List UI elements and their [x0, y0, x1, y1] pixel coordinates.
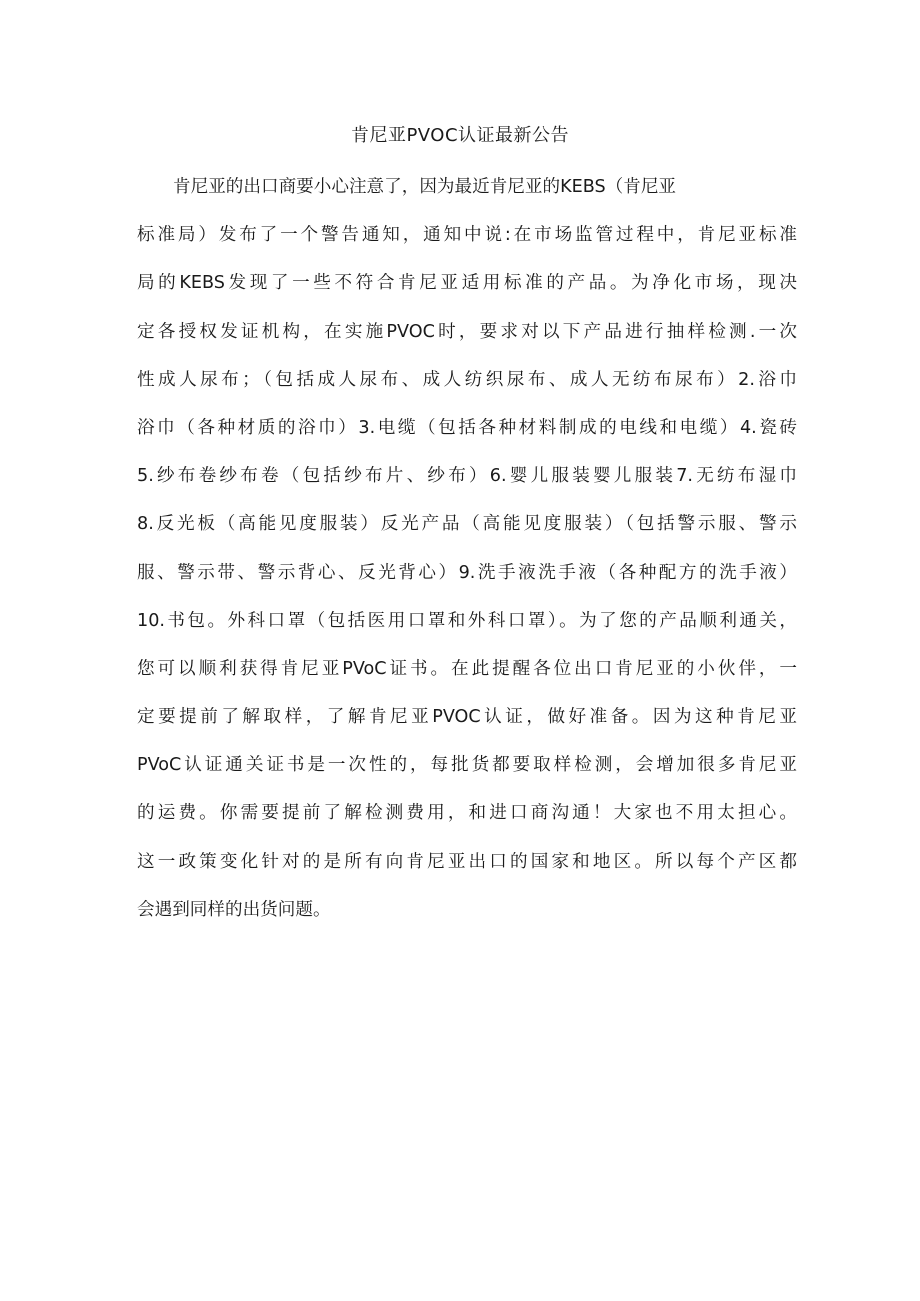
- body-line: 8.反光板（高能见度服装）反光产品（高能见度服装）（包括警示服、警示: [137, 514, 797, 535]
- body-line: 您可以顺利获得肯尼亚PVoC证书。在此提醒各位出口肯尼亚的小伙伴，一: [137, 658, 797, 679]
- body-line: 的运费。你需要提前了解检测费用，和进口商沟通！大家也不用太担心。: [137, 803, 797, 824]
- body-line: 定要提前了解取样，了解肯尼亚PVOC认证，做好准备。因为这种肯尼亚: [137, 707, 797, 728]
- body-line: 5.纱布卷纱布卷（包括纱布片、纱布）6.婴儿服装婴儿服装7.无纺布湿巾: [137, 466, 797, 487]
- body-line: 定各授权发证机构，在实施PVOC时，要求对以下产品进行抽样检测.一次: [137, 321, 797, 342]
- body-line: 这一政策变化针对的是所有向肯尼亚出口的国家和地区。所以每个产区都: [137, 851, 797, 872]
- document-body: [137, 167, 797, 938]
- body-line: 局的KEBS发现了一些不符合肯尼亚适用标准的产品。为净化市场，现决: [137, 273, 797, 294]
- document-title: 肯尼亚PVOC认证最新公告: [350, 125, 570, 146]
- body-line: 浴巾（各种材质的浴巾）3.电缆（包括各种材料制成的电线和电缆）4.瓷砖: [137, 417, 797, 438]
- body-line: 会遇到同样的出货问题。: [137, 899, 331, 920]
- body-line: 肯尼亚的出口商要小心注意了，因为最近肯尼亚的KEBS（肯尼亚: [173, 177, 677, 197]
- body-line: 10.书包。外科口罩（包括医用口罩和外科口罩）。为了您的产品顺利通关，: [137, 610, 797, 631]
- body-line: 标准局）发布了一个警告通知，通知中说:在市场监管过程中，肯尼亚标准: [137, 225, 797, 246]
- body-line: PVoC认证通关证书是一次性的，每批货都要取样检测，会增加很多肯尼亚: [137, 755, 797, 776]
- body-line: 服、警示带、警示背心、反光背心）9.洗手液洗手液（各种配方的洗手液）: [137, 562, 797, 583]
- body-line: 性成人尿布；（包括成人尿布、成人纺织尿布、成人无纺布尿布）2.浴巾: [137, 369, 797, 390]
